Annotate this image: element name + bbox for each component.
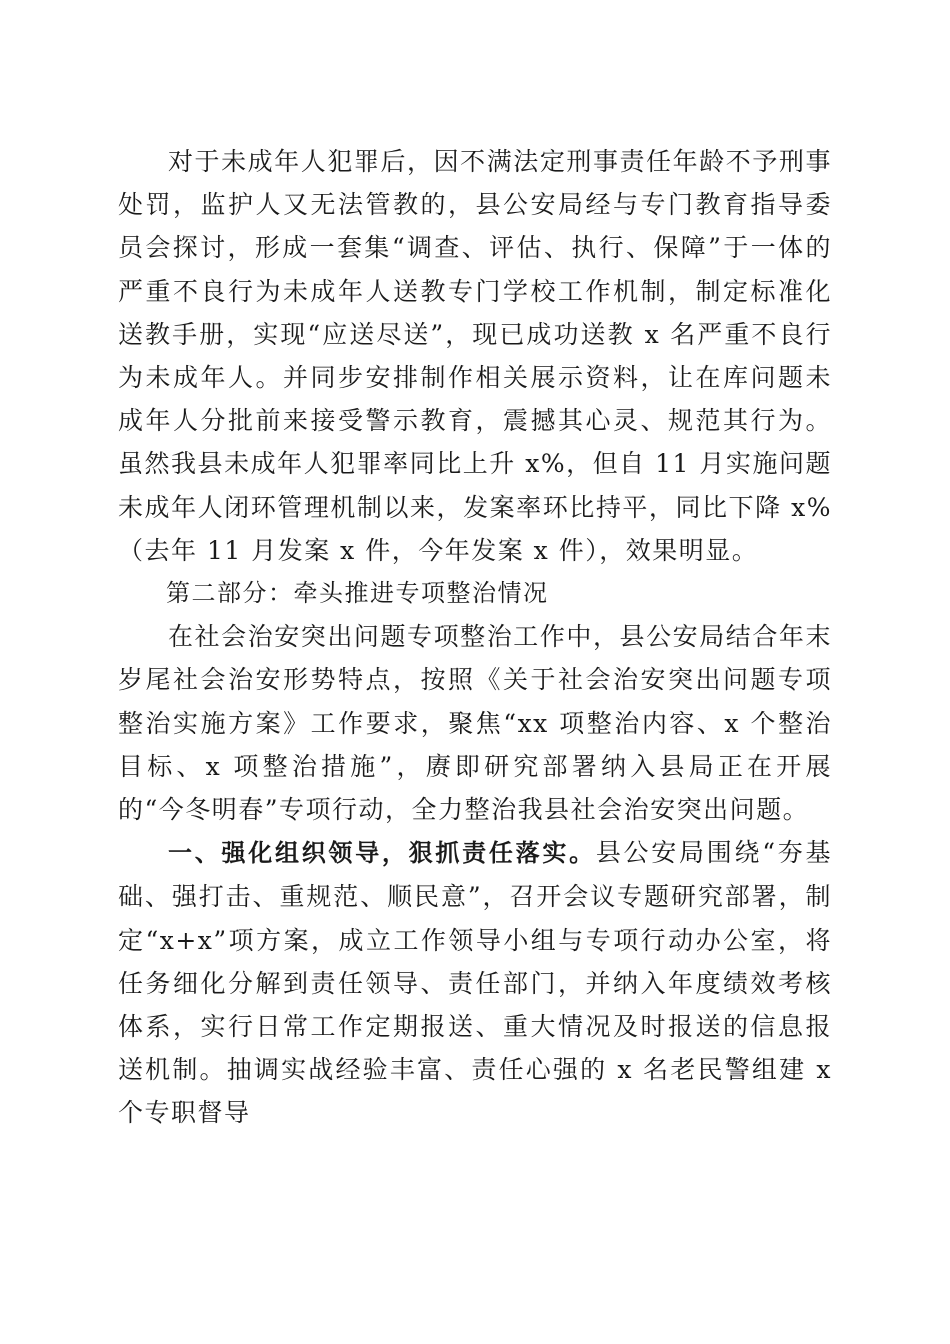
paragraph-organization-leadership xyxy=(118,831,832,1134)
document-body xyxy=(118,140,832,1135)
paragraph-body-text: 县公安局围绕“夯基础、强打击、重规范、顺民意”，召开会议专题研究部署，制定“x+x”项方案，成立工作领导小组与专项行动办公室，将任务细化分解到责任领导、责任部门，并纳入年度绩效考核体系，实行日常工作定期报送、重大情况及时报送的信息报送机制。抽调实战经验丰富、责任心强的 x 名老民警组建 x 个专职督导 xyxy=(118,838,832,1128)
paragraph-juvenile-mechanism: 对于未成年人犯罪后，因不满法定刑事责任年龄不予刑事处罚，监护人又无法管教的，县公安局经与专门教育指导委员会探讨，形成一套集“调查、评估、执行、保障”于一体的严重不良行为未成年人送教专门学校工作机制，制定标准化送教手册，实现“应送尽送”，现已成功送教 x 名严重不良行为未成年人。并同步安排制作相关展示资料，让在库问题未成年人分批前来接受警示教育，震撼其心灵、规范其行为。虽然我县未成年人犯罪率同比上升 x%，但自 11 月实施问题未成年人闭环管理机制以来，发案率环比持平，同比下降 x%（去年 11 月发案 x 件，今年发案 x 件），效果明显。 xyxy=(118,147,832,565)
paragraph-special-rectification: 在社会治安突出问题专项整治工作中，县公安局结合年末岁尾社会治安形势特点，按照《关于社会治安突出问题专项整治实施方案》工作要求，聚焦“xx 项整治内容、x 个整治目标、x 项整治措施”，赓即研究部署纳入县局正在开展的“今冬明春”专项行动，全力整治我县社会治安突出问题。 xyxy=(118,622,832,825)
section-heading: 第二部分：牵头推进专项整治情况 xyxy=(166,579,549,608)
paragraph-lead-heading: 一、强化组织领导，狠抓责任落实。 xyxy=(168,839,596,868)
